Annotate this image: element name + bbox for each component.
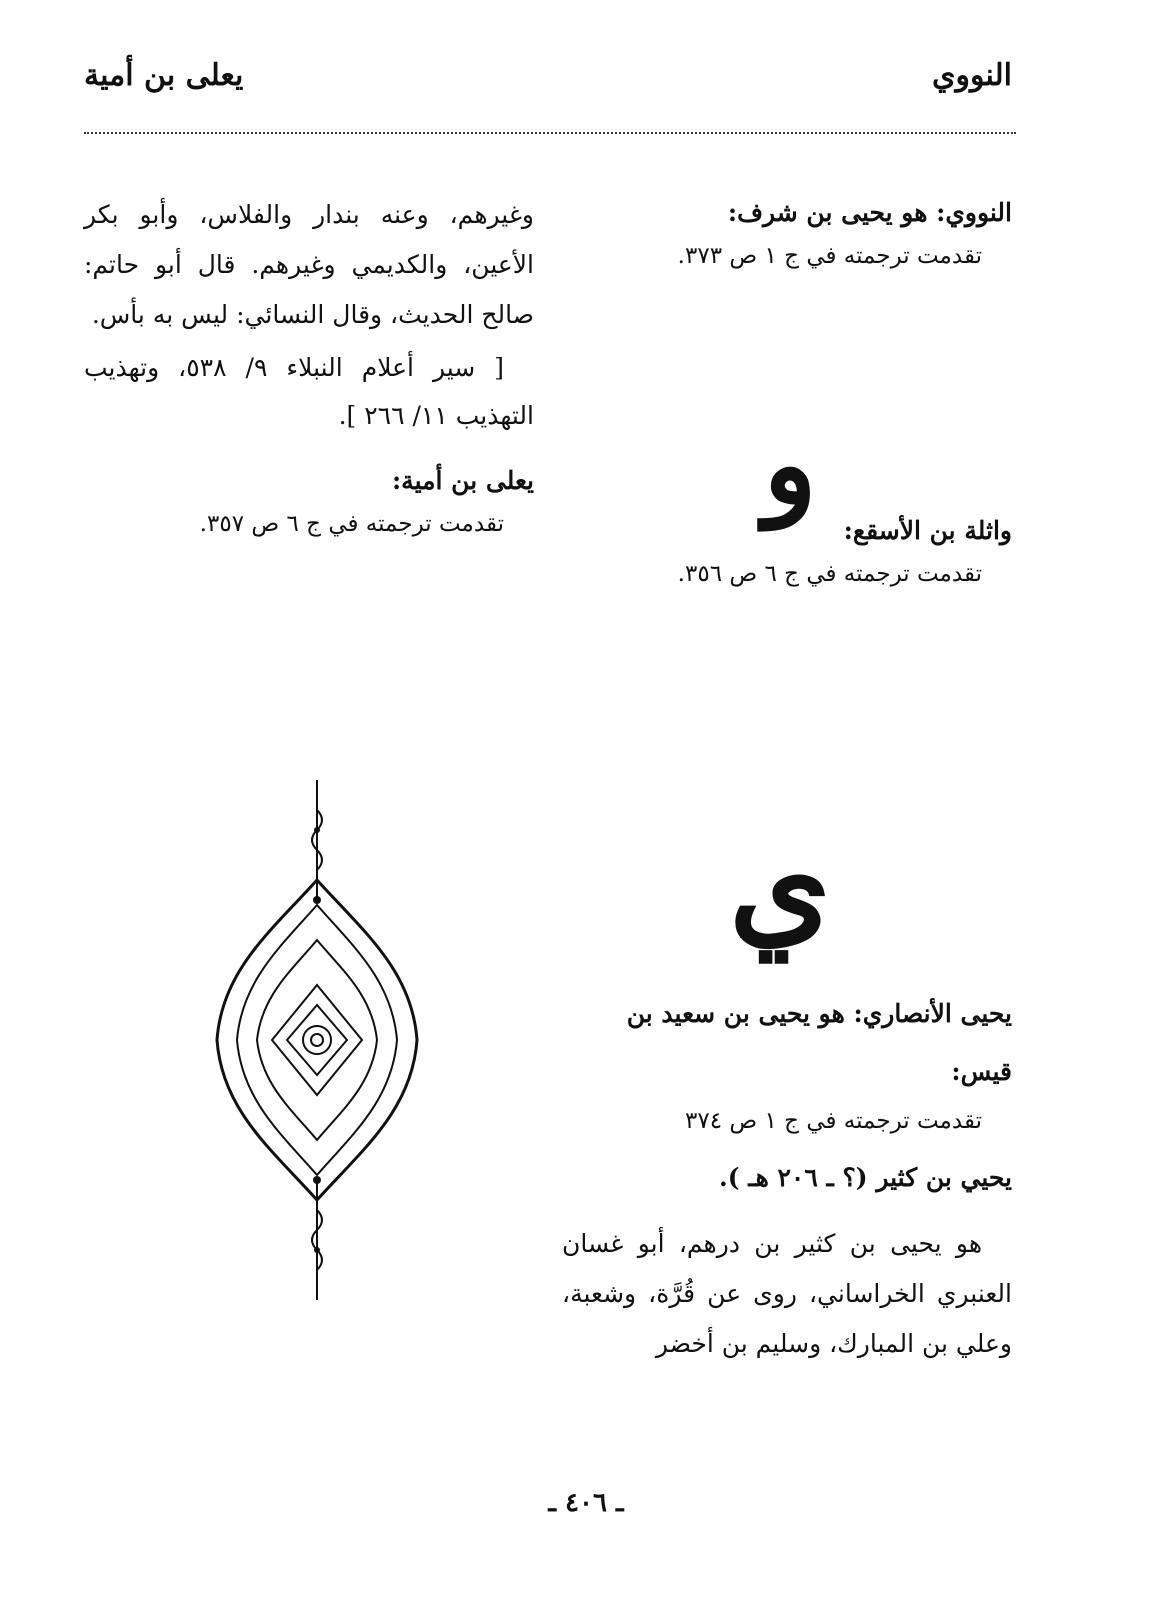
section-letter-ya: ي [729, 808, 831, 961]
entry-heading: يحيي بن كثير (؟ ـ ٢٠٦ هـ ). [719, 1163, 1012, 1192]
entry-reference: تقدمت ترجمته في ج ١ ص ٣٧٣. [677, 243, 982, 269]
header-dotted-rule [84, 132, 1016, 134]
section-letter-waw: و [763, 400, 817, 529]
arabesque-ornament-icon [212, 780, 422, 1300]
sources-citation: [ سير أعلام النبلاء ٩/ ٥٣٨، وتهذيب التهذيب ١١/ ٢٦٦ ]. [84, 353, 534, 430]
entry-heading: النووي: هو يحيى بن شرف: [727, 198, 1012, 227]
right-column-lower [562, 985, 1012, 1369]
page-number: ـ ٤٠٦ ـ [548, 1488, 624, 1518]
right-column-upper [572, 190, 1012, 276]
entry-heading: واثلة بن الأسقع: [843, 516, 1012, 545]
right-column-waw-entry [572, 508, 1012, 594]
bio-paragraph: هو يحيى بن كثير بن درهم، أبو غسان العنبري الخراساني، روى عن قُرَّة، وشعبة، وعلي بن المبارك، وسليم بن أخضر [562, 1229, 1012, 1358]
entry-heading: يحيى الأنصاري: هو يحيى بن سعيد بن قيس: [626, 999, 1012, 1086]
entry-reference: تقدمت ترجمته في ج ٦ ص ٣٥٧. [199, 511, 504, 537]
entry-heading: يعلى بن أمية: [391, 466, 534, 495]
running-header-left: يعلى بن أمية [84, 58, 244, 93]
entry-reference: تقدمت ترجمته في ج ٦ ص ٣٥٦. [677, 561, 982, 587]
left-column [84, 190, 534, 544]
entry-reference: تقدمت ترجمته في ج ١ ص ٣٧٤ [684, 1108, 982, 1134]
continued-paragraph: وغيرهم، وعنه بندار والفلاس، وأبو بكر الأعين، والكديمي وغيرهم. قال أبو حاتم: صالح الحديث، وقال النسائي: ليس به بأس. [84, 200, 534, 329]
running-header-right: النووي [932, 58, 1012, 93]
